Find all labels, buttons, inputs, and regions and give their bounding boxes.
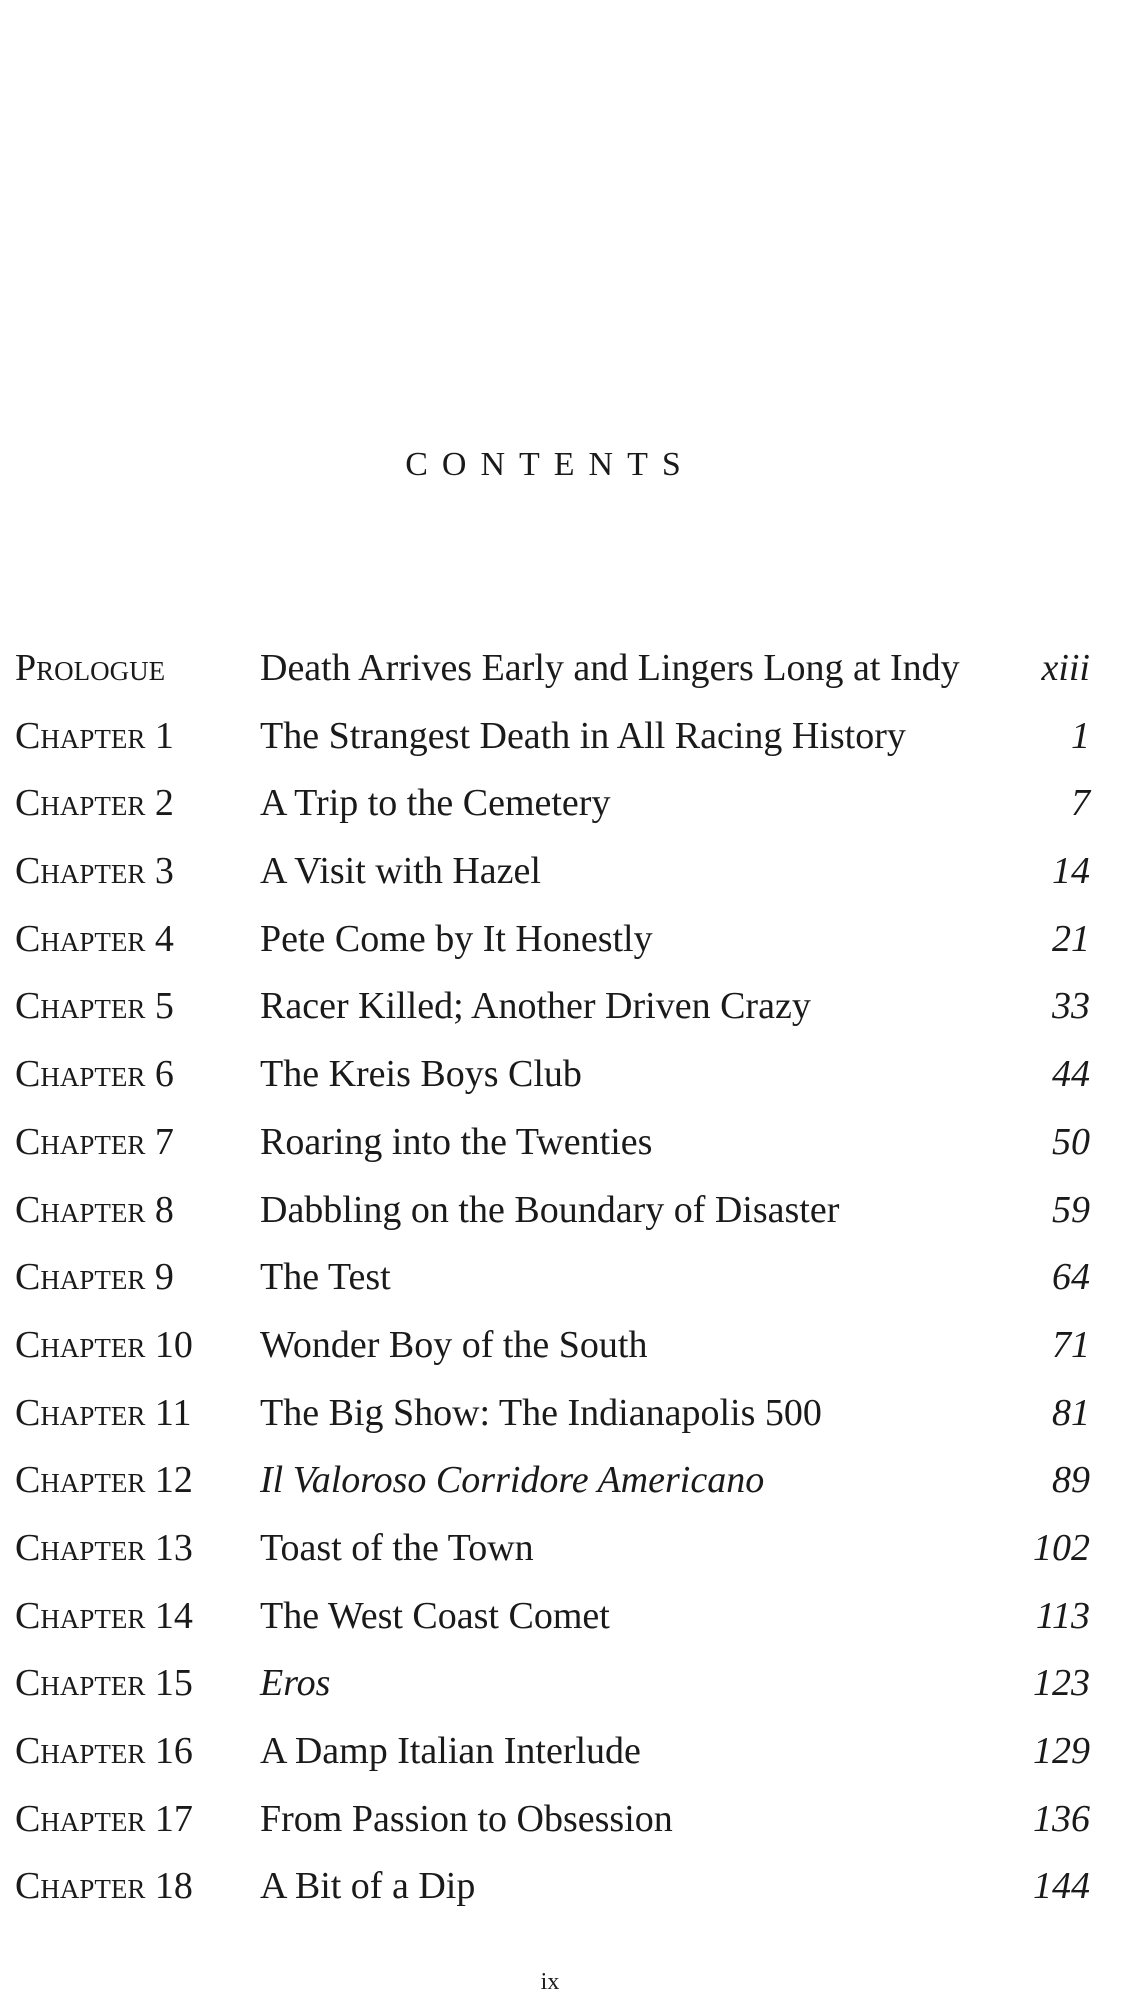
page-number: ix [540, 1969, 560, 1995]
toc-entry-title: The Strangest Death in All Racing History [260, 714, 906, 757]
toc-entry-label: Chapter 17 [15, 1797, 193, 1840]
toc-entry-page: 129 [1033, 1730, 1090, 1772]
toc-entry-label: Chapter 3 [15, 850, 174, 893]
toc-entry-label: Chapter 9 [15, 1256, 174, 1299]
toc-entry-title: Racer Killed; Another Driven Crazy [260, 985, 811, 1028]
toc-entry-label: Chapter 15 [15, 1662, 193, 1705]
toc-entry-page: 102 [1033, 1526, 1090, 1569]
toc-entry-chapter-4[interactable] [15, 909, 1090, 977]
toc-entry-chapter-14[interactable] [15, 1586, 1090, 1654]
toc-entry-prologue[interactable] [15, 638, 1090, 706]
toc-entry-label: Chapter 16 [15, 1730, 193, 1772]
toc-entry-title: The Kreis Boys Club [260, 1053, 582, 1096]
toc-entry-label: Chapter 12 [15, 1459, 193, 1502]
toc-entry-page: 89 [1052, 1459, 1090, 1502]
toc-entry-page: 21 [1052, 917, 1090, 960]
toc-entry-chapter-17[interactable] [15, 1789, 1090, 1857]
toc-entry-title: A Trip to the Cemetery [260, 782, 611, 825]
toc-entry-page: xiii [1041, 647, 1090, 689]
toc-entry-title: The West Coast Comet [260, 1594, 610, 1637]
toc-entry-chapter-11[interactable] [15, 1383, 1090, 1451]
toc-entry-title: A Visit with Hazel [260, 850, 541, 893]
toc-entry-chapter-13[interactable] [15, 1518, 1090, 1586]
toc-entry-label: Chapter 8 [15, 1188, 174, 1231]
toc-entry-label: Chapter 10 [15, 1323, 193, 1366]
toc-entry-chapter-2[interactable] [15, 773, 1090, 841]
toc-entry-label: Chapter 5 [15, 985, 174, 1028]
toc-entry-page: 33 [1052, 985, 1090, 1028]
table-of-contents [15, 638, 1090, 1924]
toc-entry-title: The Test [260, 1256, 391, 1299]
toc-entry-label: Chapter 18 [15, 1865, 193, 1908]
toc-entry-chapter-3[interactable] [15, 841, 1090, 909]
toc-entry-page: 7 [1071, 782, 1090, 825]
toc-entry-label: Chapter 6 [15, 1053, 174, 1096]
toc-entry-chapter-7[interactable] [15, 1112, 1090, 1180]
toc-entry-chapter-12[interactable] [15, 1450, 1090, 1518]
toc-entry-page: 113 [1035, 1594, 1090, 1637]
toc-entry-page: 14 [1052, 850, 1090, 893]
toc-entry-chapter-8[interactable] [15, 1180, 1090, 1248]
toc-entry-chapter-10[interactable] [15, 1315, 1090, 1383]
toc-entry-title: Toast of the Town [260, 1526, 534, 1569]
toc-entry-chapter-6[interactable] [15, 1044, 1090, 1112]
toc-entry-chapter-15[interactable] [15, 1653, 1090, 1721]
toc-entry-chapter-5[interactable] [15, 976, 1090, 1044]
toc-entry-chapter-16[interactable] [15, 1721, 1090, 1789]
toc-entry-title: From Passion to Obsession [260, 1797, 673, 1840]
toc-entry-page: 59 [1052, 1188, 1090, 1231]
toc-entry-page: 71 [1052, 1323, 1090, 1366]
toc-entry-label: Chapter 13 [15, 1526, 193, 1569]
toc-entry-chapter-9[interactable] [15, 1247, 1090, 1315]
toc-entry-title: The Big Show: The Indianapolis 500 [260, 1391, 822, 1434]
toc-entry-page: 50 [1052, 1120, 1090, 1163]
toc-entry-page: 81 [1052, 1391, 1090, 1434]
toc-entry-title: Il Valoroso Corridore Americano [260, 1459, 765, 1502]
toc-entry-title: Wonder Boy of the South [260, 1323, 648, 1366]
toc-entry-label: Chapter 11 [15, 1391, 192, 1434]
toc-entry-title: Pete Come by It Honestly [260, 917, 653, 960]
toc-entry-page: 123 [1033, 1662, 1090, 1705]
toc-entry-chapter-18[interactable] [15, 1856, 1090, 1924]
toc-entry-label: Chapter 14 [15, 1594, 193, 1637]
toc-entry-label: Chapter 7 [15, 1120, 174, 1163]
toc-entry-label: Chapter 4 [15, 917, 174, 960]
toc-entry-page: 44 [1052, 1053, 1090, 1096]
toc-entry-title: Roaring into the Twenties [260, 1120, 653, 1163]
toc-entry-title: Death Arrives Early and Lingers Long at Indy [260, 647, 960, 689]
toc-entry-page: 136 [1033, 1797, 1090, 1840]
toc-entry-title: Dabbling on the Boundary of Disaster [260, 1188, 840, 1231]
toc-entry-page: 64 [1052, 1256, 1090, 1299]
toc-entry-title: A Bit of a Dip [260, 1865, 476, 1908]
toc-entry-title: Eros [260, 1662, 331, 1705]
toc-entry-label: Chapter 1 [15, 714, 174, 757]
toc-entry-title: A Damp Italian Interlude [260, 1730, 641, 1772]
toc-entry-chapter-1[interactable] [15, 706, 1090, 774]
page-title: CONTENTS [405, 446, 695, 483]
toc-entry-page: 144 [1033, 1865, 1090, 1908]
toc-entry-page: 1 [1071, 714, 1090, 757]
toc-entry-label: Chapter 2 [15, 782, 174, 825]
toc-entry-label: Prologue [15, 647, 166, 689]
